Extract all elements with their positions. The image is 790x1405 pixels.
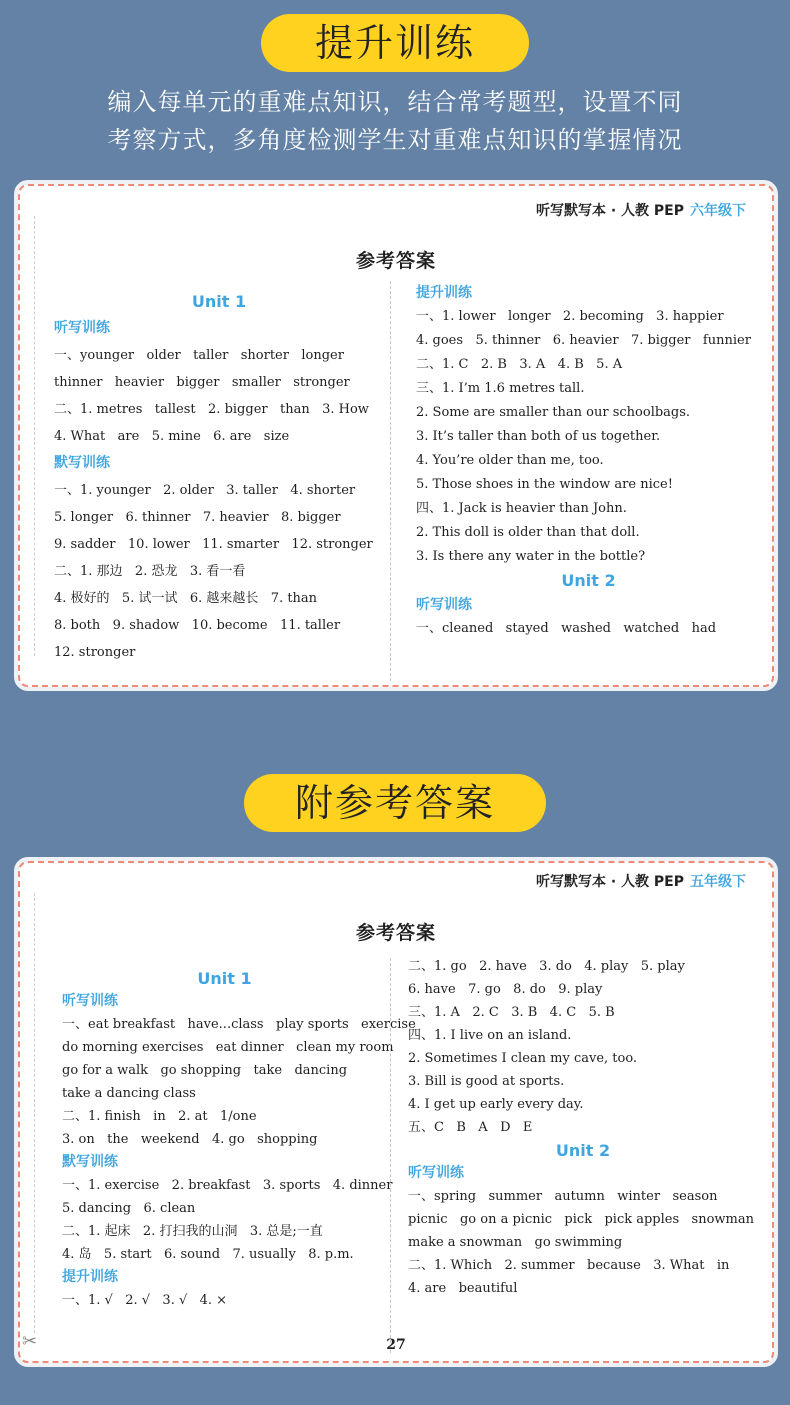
section-heading: 提升训练 [416, 285, 472, 301]
grade-label: 五年级下 [690, 874, 746, 890]
answer-line: 9. sadder 10. lower 11. smarter 12. stronger [54, 537, 373, 552]
answer-line: 12. stronger [54, 645, 136, 660]
answer-line: 3. Is there any water in the bottle? [416, 549, 646, 564]
answer-line: 二、1. metres tallest 2. bigger than 3. How [54, 402, 369, 417]
answer-line: go for a walk go shopping take dancing [62, 1063, 348, 1078]
cut-line [34, 216, 35, 656]
unit-heading: Unit 2 [555, 1141, 611, 1160]
answer-line: 五、C B A D E [408, 1120, 533, 1135]
answer-line: thinner heavier bigger smaller stronger [54, 375, 350, 390]
answer-title: 参考答案 [355, 250, 436, 272]
answer-line: 一、eat breakfast have...class play sports exercise [62, 1017, 416, 1032]
answer-line: 5. Those shoes in the window are nice! [416, 477, 673, 492]
book-header [536, 871, 746, 891]
answer-line: 4. goes 5. thinner 6. heavier 7. bigger funnier [416, 333, 751, 348]
answer-line: 二、1. C 2. B 3. A 4. B 5. A [416, 357, 623, 372]
right-column [408, 955, 758, 1300]
answer-line: 4. are beautiful [408, 1281, 518, 1296]
answer-line: 8. both 9. shadow 10. become 11. taller [54, 618, 341, 633]
answer-card-grade5 [18, 861, 774, 1363]
answer-line: 2. Some are smaller than our schoolbags. [416, 405, 691, 420]
column-divider [390, 281, 391, 681]
answer-line: 一、cleaned stayed washed watched had [416, 621, 717, 636]
unit-heading: Unit 1 [191, 292, 247, 311]
answer-line: picnic go on a picnic pick pick apples snowman [408, 1212, 754, 1227]
answer-line: 四、1. Jack is heavier than John. [416, 501, 627, 516]
answer-line: 二、1. go 2. have 3. do 4. play 5. play [408, 959, 685, 974]
section-title-pill-2: 附参考答案 [244, 774, 546, 832]
answer-line: 一、1. younger 2. older 3. taller 4. shorter [54, 483, 356, 498]
scissors-icon: ✂ [22, 1331, 38, 1352]
section-heading: 提升训练 [62, 1269, 118, 1285]
answer-card-grade6 [18, 184, 774, 687]
cut-line [34, 893, 35, 1333]
unit-heading: Unit 1 [197, 969, 252, 988]
answer-line: 一、younger older taller shorter longer [54, 348, 344, 363]
answer-line: 二、1. 起床 2. 打扫我的山洞 3. 总是;一直 [62, 1224, 323, 1239]
answer-line: 4. 极好的 5. 试一试 6. 越来越长 7. than [54, 591, 318, 606]
book-header [536, 200, 746, 220]
right-column [416, 281, 761, 641]
answer-line: 6. have 7. go 8. do 9. play [408, 982, 603, 997]
answer-line: 一、1. exercise 2. breakfast 3. sports 4. dinner [62, 1178, 393, 1193]
grade-label: 六年级下 [690, 203, 746, 219]
answer-line: take a dancing class [62, 1086, 196, 1101]
intro-line-1: 编入每单元的重难点知识，结合常考题型，设置不同 [107, 88, 683, 116]
book-series: 听写默写本 · 人教 PEP [535, 874, 684, 890]
section-title-pill: 提升训练 [261, 14, 529, 72]
answer-line: 2. This doll is older than that doll. [416, 525, 640, 540]
answer-line: 3. on the weekend 4. go shopping [62, 1132, 318, 1147]
answer-line: 3. Bill is good at sports. [408, 1074, 565, 1089]
answer-line: make a snowman go swimming [408, 1235, 623, 1250]
page-number: 27 [386, 1337, 406, 1353]
answer-line: 二、1. finish in 2. at 1/one [62, 1109, 257, 1124]
answer-line: 4. 岛 5. start 6. sound 7. usually 8. p.m. [62, 1247, 354, 1262]
answer-line: 4. What are 5. mine 6. are size [54, 429, 290, 444]
section-heading: 听写训练 [62, 993, 118, 1009]
left-column [62, 967, 416, 1312]
answer-line: 5. dancing 6. clean [62, 1201, 196, 1216]
book-series: 听写默写本 · 人教 PEP [535, 203, 684, 219]
answer-line: 一、spring summer autumn winter season [408, 1189, 718, 1204]
answer-line: 4. I get up early every day. [408, 1097, 584, 1112]
answer-line: 二、1. Which 2. summer because 3. What in [408, 1258, 730, 1273]
section-heading: 默写训练 [54, 455, 110, 471]
answer-line: 4. You’re older than me, too. [416, 453, 604, 468]
answer-line: 2. Sometimes I clean my cave, too. [408, 1051, 638, 1066]
answer-line: 四、1. I live on an island. [408, 1028, 572, 1043]
answer-line: 三、1. I’m 1.6 metres tall. [416, 381, 585, 396]
answer-line: do morning exercises eat dinner clean my room [62, 1040, 394, 1055]
answer-line: 二、1. 那边 2. 恐龙 3. 看一看 [54, 564, 246, 579]
section-heading: 默写训练 [62, 1154, 118, 1170]
intro-line-2: 考察方式，多角度检测学生对重难点知识的掌握情况 [107, 126, 683, 154]
section-heading: 听写训练 [408, 1165, 464, 1181]
answer-title: 参考答案 [355, 922, 436, 944]
section-heading: 听写训练 [54, 320, 110, 336]
column-divider [390, 958, 391, 1353]
left-column [54, 288, 384, 666]
answer-line: 一、1. lower longer 2. becoming 3. happier [416, 309, 724, 324]
answer-line: 3. It’s taller than both of us together. [416, 429, 661, 444]
answer-line: 5. longer 6. thinner 7. heavier 8. bigger [54, 510, 341, 525]
unit-heading: Unit 2 [561, 571, 616, 590]
section-heading: 听写训练 [416, 597, 472, 613]
answer-line: 三、1. A 2. C 3. B 4. C 5. B [408, 1005, 615, 1020]
answer-line: 一、1. √ 2. √ 3. √ 4. × [62, 1293, 228, 1308]
